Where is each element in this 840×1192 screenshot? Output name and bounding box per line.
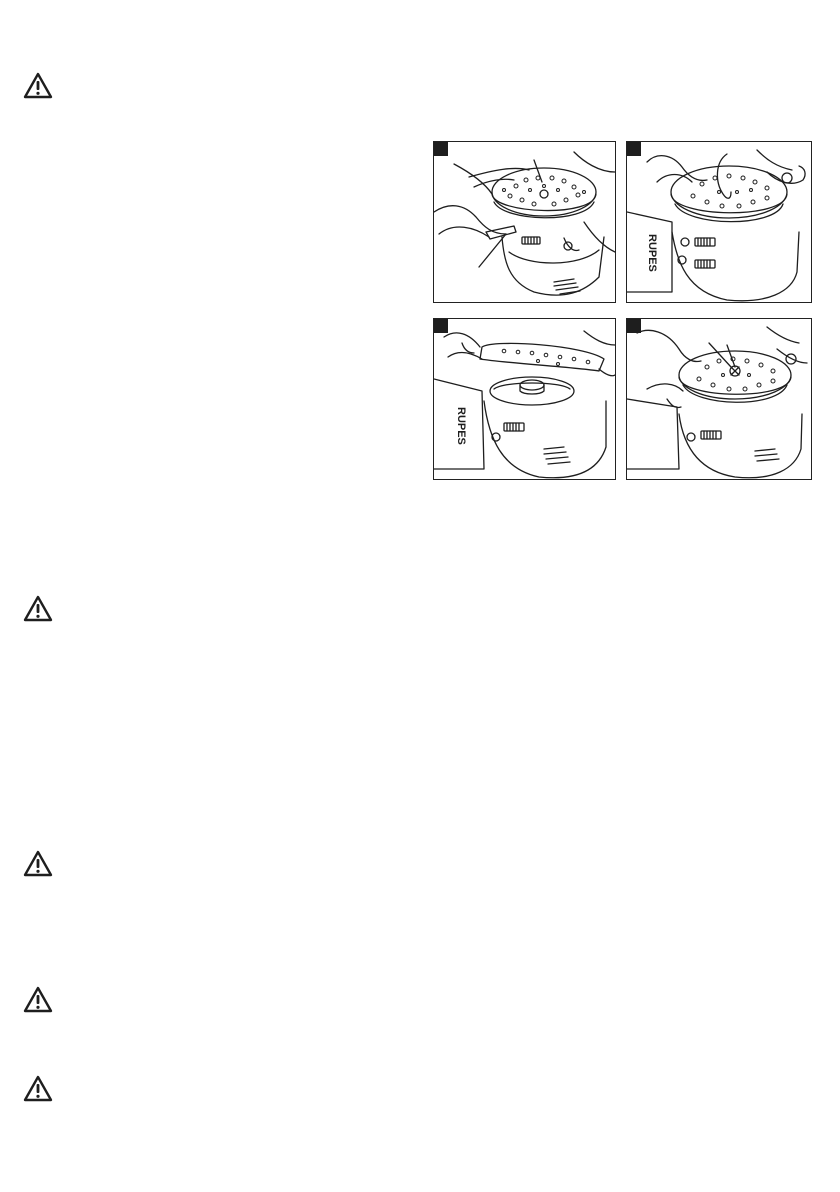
figure-number-badge bbox=[627, 319, 641, 333]
warning-triangle-icon bbox=[23, 595, 53, 623]
warning-triangle-icon bbox=[23, 986, 53, 1014]
figure-number-badge bbox=[434, 319, 448, 333]
warning-triangle-icon bbox=[23, 850, 53, 878]
figure-3-illustration bbox=[434, 319, 615, 479]
warning-triangle-icon bbox=[23, 72, 53, 100]
warning-triangle-icon bbox=[23, 1075, 53, 1103]
brand-logo: RUPES bbox=[455, 407, 467, 445]
figure-number-badge bbox=[434, 142, 448, 156]
figure-1-illustration bbox=[434, 142, 615, 302]
brand-logo: RUPES bbox=[646, 234, 658, 272]
figure-4-illustration bbox=[627, 319, 811, 479]
figure-1-panel bbox=[433, 141, 616, 303]
figure-number-badge bbox=[627, 142, 641, 156]
figure-4-panel bbox=[626, 318, 812, 480]
figure-3-panel bbox=[433, 318, 616, 480]
figure-2-illustration bbox=[627, 142, 811, 302]
figure-2-panel bbox=[626, 141, 812, 303]
